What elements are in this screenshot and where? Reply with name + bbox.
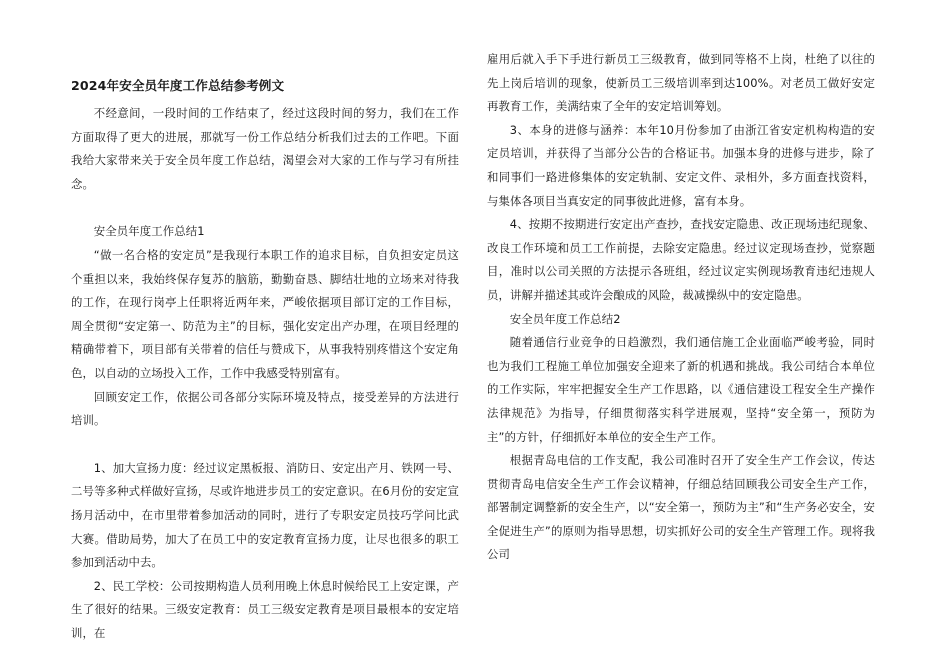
paragraph: 1、加大宣扬力度：经过议定黑板报、消防日、安定出产月、铁网一号、二号等多种式样做好宣扬，尽或许地进步员工的安定意识。在6月份的安定宣扬月活动中，在市里带着参加活动的同时，进行了专职安定员技巧学问比武大赛。借助局势，加大了在员工中的安定教育宣扬力度，让尽也很多的职工参加到活动中去。 bbox=[71, 460, 459, 570]
paragraph-continued: 雇用后就入手下手进行新员工三级教育，做到同等格不上岗，杜绝了以往的先上岗后培训的现象，使新员工三级培训率到达100%。对老员工做好安定再教育工作，美满结束了全年的安定培训筹划。 bbox=[487, 52, 875, 114]
paragraph: 2、民工学校：公司按期构造人员利用晚上休息时候给民工上安定课，产生了很好的结果。三级安定教育：员工三级安定教育是项目最根本的安定培训，在 bbox=[71, 578, 459, 640]
spacer bbox=[71, 433, 459, 457]
left-column bbox=[71, 76, 459, 645]
intro-paragraph: 不经意间，一段时间的工作结束了，经过这段时间的努力，我们在工作方面取得了更大的进展，那就写一份工作总结分析我们过去的工作吧。下面我给大家带来关于安全员年度工作总结，渴望会对大家的工作与学习有所挂念。 bbox=[71, 106, 459, 191]
paragraph: 3、本身的进修与涵养：本年10月份参加了由浙江省安定机构构造的安定员培训，并获得了当部分公告的合格证书。加强本身的进修与进步，除了和同事们一路进修集体的安定轨制、安定文件、录相外，多方面查找资料，与集体各项目当真安定的同事彼此进修，富有本身。 bbox=[487, 122, 875, 208]
right-column bbox=[487, 48, 875, 567]
spacer bbox=[71, 196, 459, 220]
paragraph: 4、按期不按期进行安定出产查抄，查找安定隐患、改正现场违纪现象、改良工作环境和员工工作前提，去除安定隐患。经过议定现场查抄，觉察题目，准时以公司关照的方法提示各班组，经过议定实例现场教育违纪违规人员，讲解并描述其或许会酿成的风险，裁减操纵中的安定隐患。 bbox=[487, 217, 875, 302]
paragraph: “做一名合格的安定员”是我现行本职工作的追求目标，自负担安定员这个重担以来，我始终保存复苏的脑筋，勤勤奋恳、脚结壮地的立场来对待我的工作，在现行岗亭上任职将近两年来，严峻依据项目部订定的工作目标，周全贯彻“安定第一、防范为主”的目标，强化安定出产办理，在项目经理的精确带着下，项目部有关带着的信任与赞成下，从事我特别疼惜这个安定角色，以自动的立场投入工作，工作中我感受特别富有。 bbox=[71, 247, 459, 380]
section-heading-1: 安全员年度工作总结1 bbox=[93, 224, 205, 239]
section-heading-2: 安全员年度工作总结2 bbox=[509, 311, 621, 326]
paragraph: 根据青岛电信的工作支配，我公司准时召开了安全生产工作会议，传达贯彻青岛电信安全生产工作会议精神，仔细总结回顾我公司安全生产工作，部署制定调整新的安全生产，以“安全第一，预防为主”和“生产务必安全，安全促进生产”的原则为指导思想，切实抓好公司的安全生产管理工作。现将我公司 bbox=[487, 453, 875, 562]
paragraph: 回顾安定工作，依据公司各部分实际环境及特点，接受差异的方法进行培训。 bbox=[71, 389, 459, 428]
paragraph: 随着通信行业竞争的日趋激烈，我们通信施工企业面临严峻考验，同时也为我们工程施工单位加强安全迎来了新的机遇和挑战。我公司结合本单位的工作实际，牢牢把握安全生产工作思路，以《通信建设工程安全生产操作法律规范》为指导，仔细贯彻落实科学进展观，坚持“安全第一，预防为主”的方针，仔细抓好本单位的安全生产工作。 bbox=[487, 335, 875, 444]
document-title: 2024年安全员年度工作总结参考例文 bbox=[71, 78, 285, 93]
